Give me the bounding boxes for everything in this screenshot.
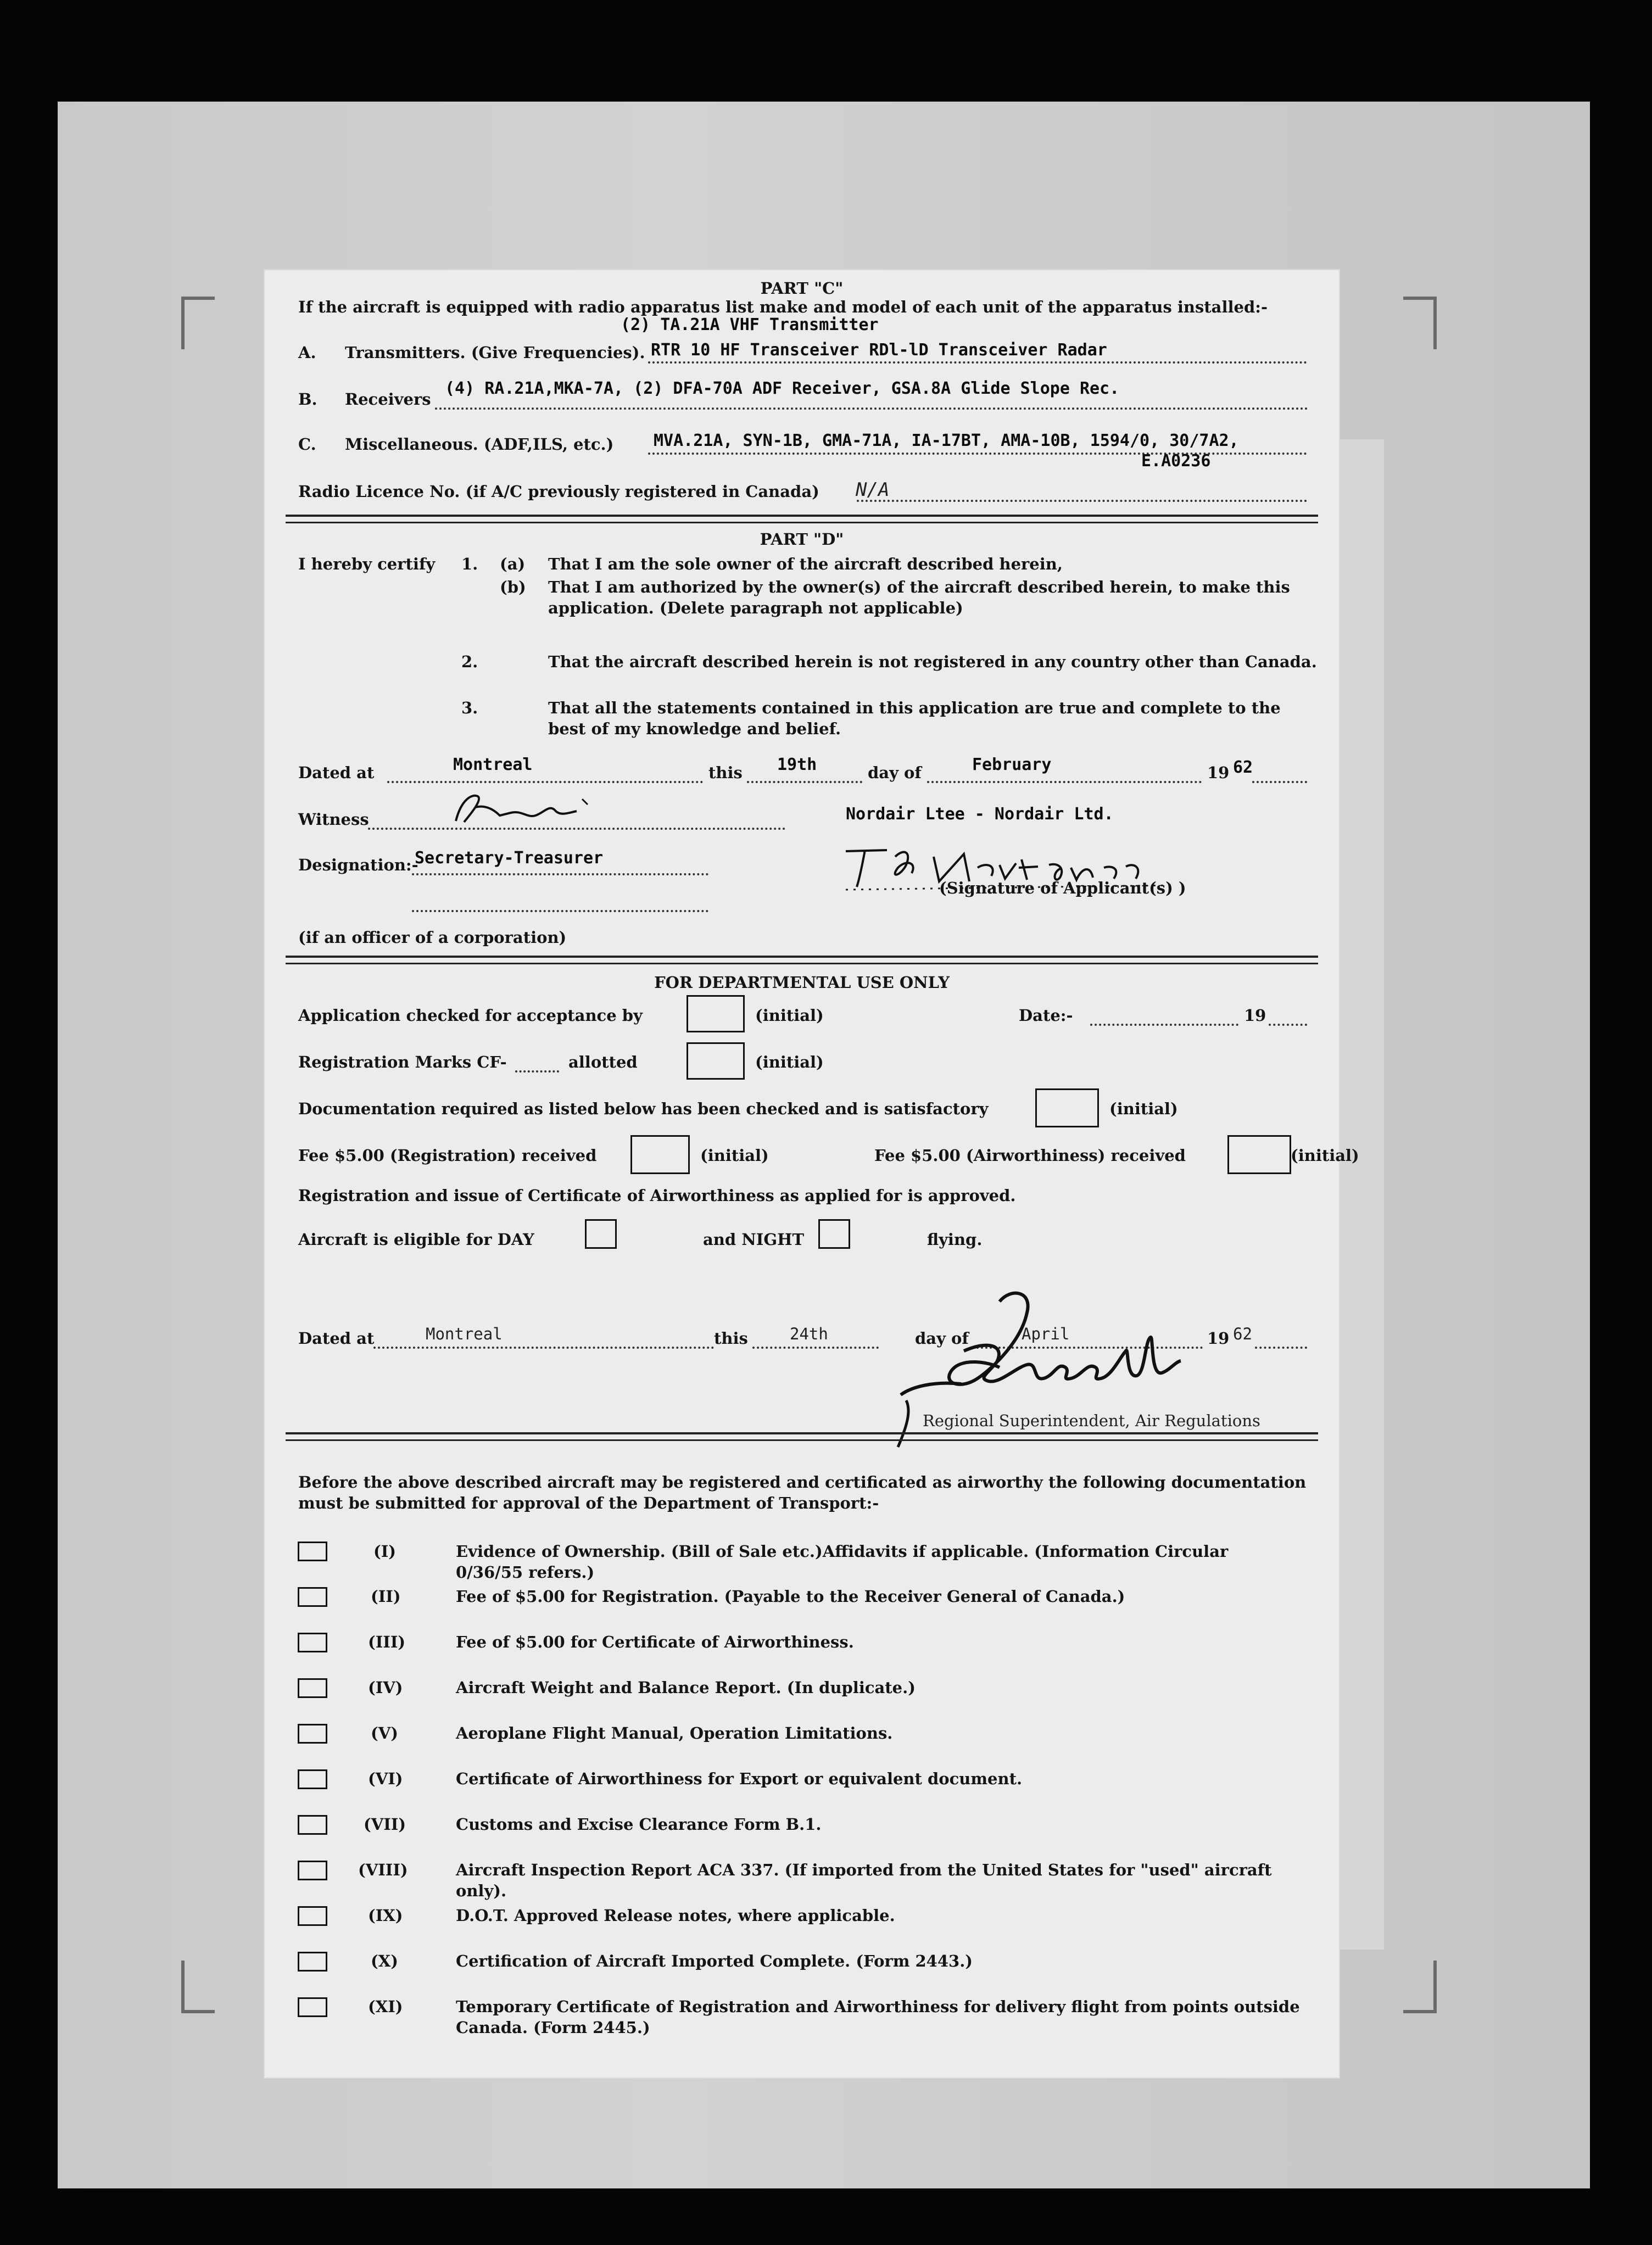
app-checked-label: Application checked for acceptance by <box>298 1006 643 1025</box>
witness-signature <box>445 788 676 832</box>
doc-checkbox[interactable] <box>298 1906 327 1926</box>
year-prefix: 19 <box>1207 763 1230 782</box>
doc-text: Certification of Aircraft Imported Complete. (Form 2443.) <box>456 1952 973 1970</box>
dept-day-dots <box>752 1347 879 1349</box>
dated-at-label: Dated at <box>298 763 375 782</box>
doc-checkbox[interactable] <box>298 1587 327 1607</box>
dept-dated-place: Montreal <box>426 1325 503 1343</box>
transmitter-line-1: (2) TA.21A VHF Transmitter <box>621 315 879 334</box>
doc-number: (V) <box>371 1724 398 1743</box>
day-value: 19th <box>777 755 817 774</box>
doc-text: Customs and Excise Clearance Form B.1. <box>456 1815 822 1834</box>
section-rule-3 <box>286 1432 1318 1434</box>
transmitters-text: Transmitters. (Give Frequencies). <box>345 343 645 362</box>
corner-mark-top-left <box>181 297 215 349</box>
misc-text: Miscellaneous. (ADF,ILS, etc.) <box>345 435 614 454</box>
transmitters-value: RTR 10 HF Transceiver RDl-lD Transceiver Radar <box>651 340 1107 360</box>
approved-text: Registration and issue of Certificate of Airworthiness as applied for is approved. <box>298 1186 1016 1205</box>
doc-checkbox[interactable] <box>298 1997 327 2017</box>
dept-day-of-label: day of <box>915 1329 969 1348</box>
superintendent-label: Regional Superintendent, Air Regulations <box>923 1411 1260 1430</box>
dept-heading: FOR DEPARTMENTAL USE ONLY <box>654 973 950 992</box>
year-dots <box>1252 781 1307 783</box>
dept-day-value: 24th <box>790 1325 828 1343</box>
company-name: Nordair Ltee - Nordair Ltd. <box>846 805 1114 824</box>
dept-dated-dots <box>373 1347 714 1349</box>
receivers-label: B. <box>298 390 317 409</box>
documentation-initial-box[interactable] <box>1035 1088 1099 1127</box>
doc-checkbox[interactable] <box>298 1724 327 1744</box>
dated-at-dots <box>387 781 703 783</box>
doc-number: (III) <box>368 1633 406 1651</box>
fee-registration-initial-label: (initial) <box>700 1146 769 1165</box>
doc-number: (XI) <box>368 1997 403 2016</box>
corner-mark-top-right <box>1403 297 1437 349</box>
section-rule-2b <box>286 963 1318 964</box>
doc-text-2: 0/36/55 refers.) <box>456 1563 595 1582</box>
doc-number: (VIII) <box>358 1861 408 1879</box>
section-rule-2 <box>286 956 1318 958</box>
doc-checkbox[interactable] <box>298 1542 327 1561</box>
date-label: Date:- <box>1019 1006 1073 1025</box>
licence-dotted-line <box>857 500 1307 502</box>
section-rule-1 <box>286 515 1318 517</box>
doc-number: (IX) <box>368 1906 403 1925</box>
signature-applicant-label: (Signature of Applicant(s) ) <box>939 879 1186 897</box>
section-rule-3b <box>286 1439 1318 1441</box>
day-checkbox[interactable] <box>585 1219 617 1249</box>
day-dots <box>747 781 862 783</box>
doc-text: Aircraft Weight and Balance Report. (In duplicate.) <box>456 1678 916 1697</box>
this-label: this <box>708 763 743 782</box>
dept-dated-at-label: Dated at <box>298 1329 375 1348</box>
radio-licence-text: Radio Licence No. (if A/C previously registered in Canada) <box>298 482 819 501</box>
date-year-dots <box>1269 1024 1307 1026</box>
licence-value: N/A <box>856 479 890 501</box>
designation-value: Secretary-Treasurer <box>415 848 604 868</box>
certify-label: I hereby certify <box>298 555 436 573</box>
dated-at-place: Montreal <box>453 755 533 774</box>
transmitters-dotted-line <box>648 361 1307 364</box>
doc-checkbox[interactable] <box>298 1861 327 1880</box>
clause-1a-text: That I am the sole owner of the aircraft described herein, <box>548 555 1063 573</box>
fee-airworthiness-initial-label: (initial) <box>1291 1146 1359 1165</box>
misc-value-2: E.A0236 <box>1141 451 1211 471</box>
doc-checkbox[interactable] <box>298 1633 327 1652</box>
doc-text: Evidence of Ownership. (Bill of Sale etc.)Affidavits if applicable. (Information Circular <box>456 1542 1229 1561</box>
doc-checkbox[interactable] <box>298 1952 327 1972</box>
doc-text: D.O.T. Approved Release notes, where applicable. <box>456 1906 895 1925</box>
clause-2-number: 2. <box>461 652 478 671</box>
documentation-initial-label: (initial) <box>1109 1099 1178 1118</box>
officer-note: (if an officer of a corporation) <box>298 928 567 947</box>
misc-value: MVA.21A, SYN-1B, GMA-71A, IA-17BT, AMA-10B, 1594/0, 30/7A2, <box>654 431 1239 450</box>
reg-marks-label: Registration Marks CF- <box>298 1053 507 1071</box>
date-year-prefix: 19 <box>1244 1006 1266 1025</box>
clause-3-number: 3. <box>461 699 478 717</box>
app-checked-initial-label: (initial) <box>755 1006 824 1025</box>
clause-1b-letter: (b) <box>500 578 526 596</box>
doc-text: Temporary Certificate of Registration and Airworthiness for delivery flight from points outside <box>456 1997 1300 2016</box>
corner-mark-bottom-right <box>1403 1961 1437 2013</box>
app-checked-initial-box[interactable] <box>687 995 745 1032</box>
doc-number: (VI) <box>368 1769 403 1788</box>
dept-year-value: 62 <box>1233 1325 1252 1343</box>
clause-1b-text-1: That I am authorized by the owner(s) of the aircraft described herein, to make this <box>548 578 1290 596</box>
doc-text: Fee of $5.00 for Registration. (Payable to the Receiver General of Canada.) <box>456 1587 1125 1606</box>
clause-3-text-2: best of my knowledge and belief. <box>548 719 841 738</box>
transmitters-label: A. <box>298 343 316 362</box>
fee-airworthiness-label: Fee $5.00 (Airworthiness) received <box>874 1146 1186 1165</box>
doc-text-2: Canada. (Form 2445.) <box>456 2018 650 2037</box>
eligible-day-label: Aircraft is eligible for DAY <box>298 1230 534 1249</box>
part-c-intro: If the aircraft is equipped with radio apparatus list make and model of each unit of the apparatus installed:- <box>298 298 1268 316</box>
docs-intro-2: must be submitted for approval of the Department of Transport:- <box>298 1494 879 1512</box>
day-of-label: day of <box>868 763 922 782</box>
clause-3-text-1: That all the statements contained in this application are true and complete to the <box>548 699 1281 717</box>
dept-year-prefix: 19 <box>1207 1329 1230 1348</box>
doc-checkbox[interactable] <box>298 1769 327 1789</box>
doc-number: (II) <box>371 1587 401 1606</box>
clause-2-text: That the aircraft described herein is not registered in any country other than Canada. <box>548 652 1317 671</box>
reg-marks-initial-label: (initial) <box>755 1053 824 1071</box>
clause-1b-text-2: application. (Delete paragraph not applicable) <box>548 599 963 617</box>
night-checkbox[interactable] <box>818 1219 850 1249</box>
doc-checkbox[interactable] <box>298 1815 327 1835</box>
doc-text: Aircraft Inspection Report ACA 337. (If imported from the United States for "used" aircraft <box>456 1861 1272 1879</box>
designation-label: Designation:- <box>298 856 418 874</box>
part-c-heading: PART "C" <box>760 279 844 298</box>
docs-intro-1: Before the above described aircraft may be registered and certificated as airworthy the following documentation <box>298 1473 1307 1492</box>
fee-airworthiness-initial-box[interactable] <box>1227 1135 1291 1174</box>
designation-dots <box>412 873 708 875</box>
receivers-value: (4) RA.21A,MKA-7A, (2) DFA-70A ADF Receiver, GSA.8A Glide Slope Rec. <box>445 379 1120 398</box>
doc-checkbox[interactable] <box>298 1678 327 1698</box>
reg-marks-initial-box[interactable] <box>687 1042 745 1080</box>
clause-1a-letter: (a) <box>500 555 526 573</box>
misc-label: C. <box>298 435 316 454</box>
dept-month-value: April <box>1022 1325 1070 1343</box>
receivers-text: Receivers <box>345 390 431 409</box>
year-value: 62 <box>1233 758 1253 777</box>
section-rule-1b <box>286 522 1318 523</box>
date-dots <box>1090 1024 1238 1026</box>
dept-this-label: this <box>714 1329 748 1348</box>
doc-text: Aeroplane Flight Manual, Operation Limitations. <box>456 1724 893 1743</box>
and-night-label: and NIGHT <box>703 1230 805 1249</box>
reg-marks-dots <box>515 1070 559 1073</box>
month-dots <box>927 781 1202 783</box>
designation-dots-2 <box>412 910 708 912</box>
allotted-label: allotted <box>568 1053 638 1071</box>
part-d-heading: PART "D" <box>760 530 844 549</box>
doc-text: Fee of $5.00 for Certificate of Airworthiness. <box>456 1633 854 1651</box>
month-value: February <box>972 755 1052 774</box>
corner-mark-bottom-left <box>181 1961 215 2013</box>
application-form-sheet <box>264 269 1359 2079</box>
clause-1-number: 1. <box>461 555 478 573</box>
doc-number: (I) <box>373 1542 397 1561</box>
documentation-label: Documentation required as listed below has been checked and is satisfactory <box>298 1099 989 1118</box>
doc-number: (VII) <box>364 1815 406 1834</box>
doc-text: Certificate of Airworthiness for Export or equivalent document. <box>456 1769 1023 1788</box>
receivers-dotted-line <box>435 407 1308 410</box>
doc-text-2: only). <box>456 1881 507 1900</box>
flying-label: flying. <box>927 1230 983 1249</box>
doc-number: (IV) <box>368 1678 403 1697</box>
witness-label: Witness <box>298 810 369 829</box>
doc-number: (X) <box>371 1952 398 1970</box>
fee-registration-label: Fee $5.00 (Registration) received <box>298 1146 597 1165</box>
fee-registration-initial-box[interactable] <box>630 1135 690 1174</box>
